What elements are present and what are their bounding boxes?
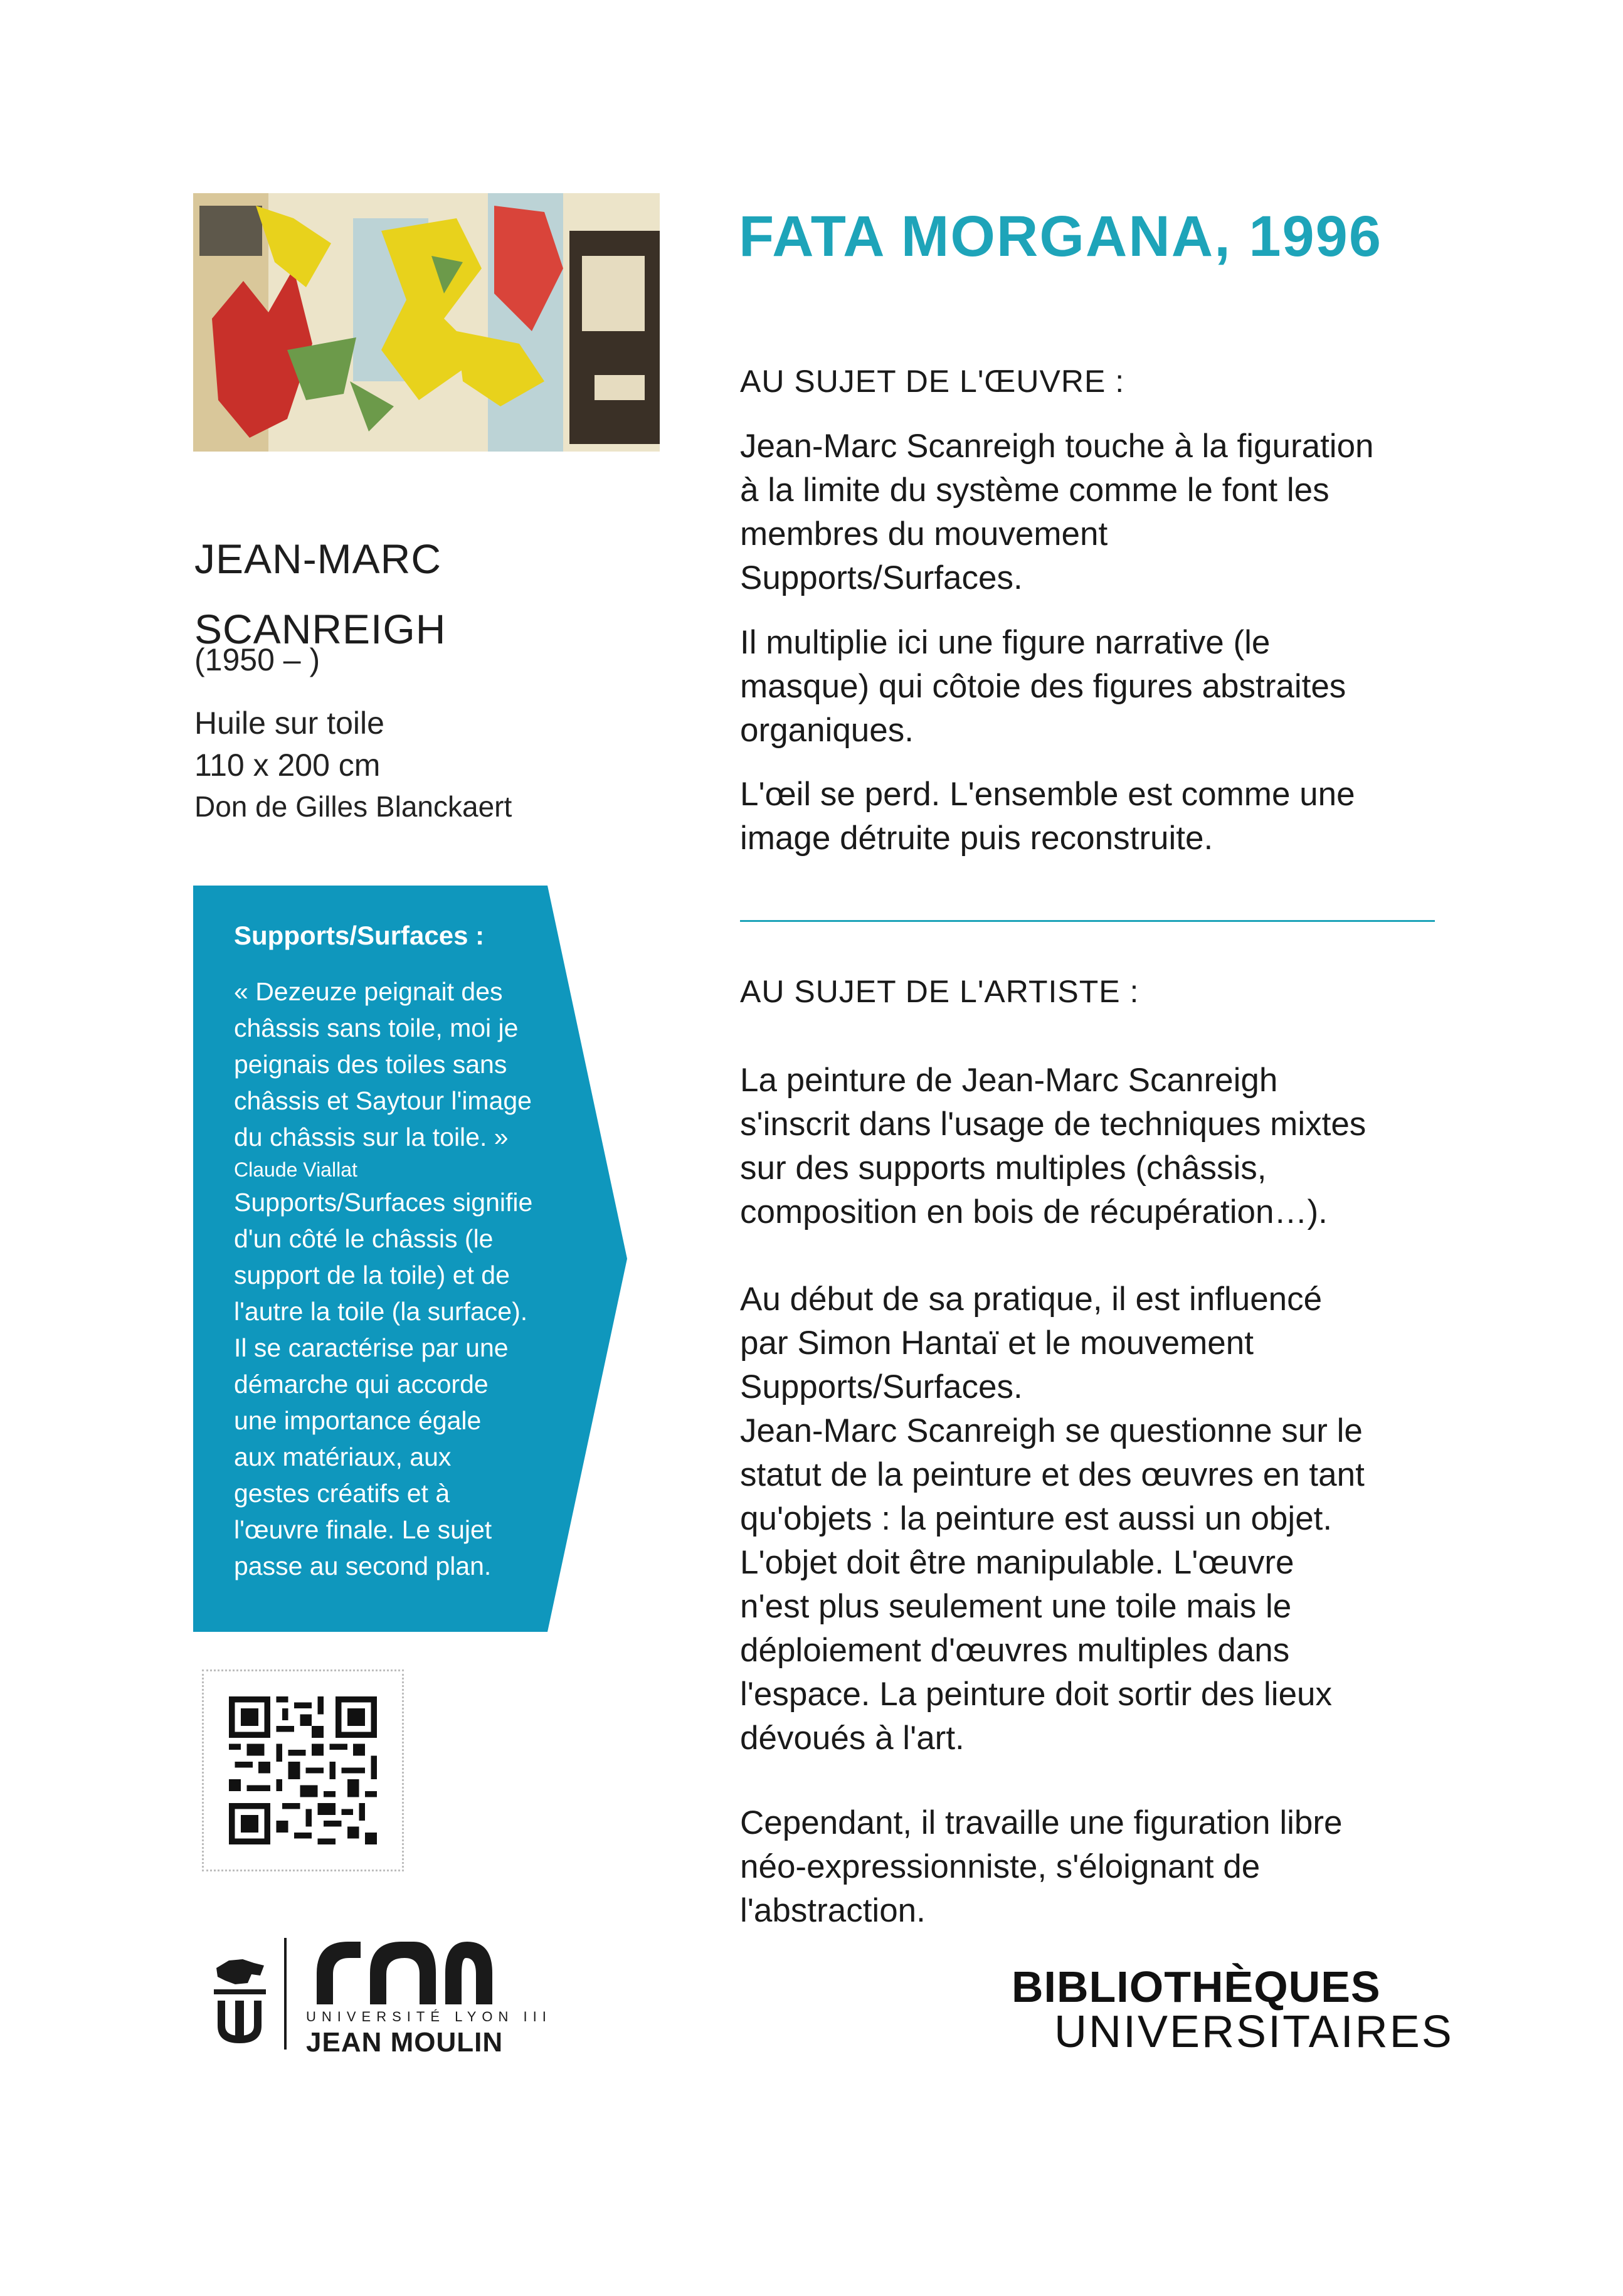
text-line: statut de la peinture et des œuvres en tant <box>740 1456 1365 1493</box>
universite-de-lyon-lion-logo <box>210 1938 270 2051</box>
qr-code[interactable] <box>202 1669 404 1871</box>
text-line: dévoués à l'art. <box>740 1720 965 1757</box>
text-line: image détruite puis reconstruite. <box>740 820 1213 857</box>
supports-surfaces-description <box>234 1184 573 1584</box>
text-line: Jean-Marc Scanreigh se questionne sur le <box>740 1412 1363 1449</box>
bu-logo-line2: UNIVERSITAIRES <box>1054 2007 1454 2057</box>
text-line: La peinture de Jean-Marc Scanreigh <box>740 1062 1278 1099</box>
description-line: gestes créatifs et à <box>234 1479 450 1508</box>
text-line: l'espace. La peinture doit sortir des lieux <box>740 1676 1333 1713</box>
description-line: aux matériaux, aux <box>234 1442 452 1471</box>
supports-surfaces-title: Supports/Surfaces : <box>234 921 485 950</box>
jean-moulin-university-label: UNIVERSITÉ LYON III <box>306 2009 552 2024</box>
oeuvre-paragraph-3 <box>740 773 1449 860</box>
jean-moulin-arches-logo <box>304 1935 495 2011</box>
description-line: l'autre la toile (la surface). <box>234 1297 528 1326</box>
logo-divider <box>284 1938 287 2050</box>
artwork-thumbnail <box>193 193 660 452</box>
text-line: déploiement d'œuvres multiples dans <box>740 1632 1290 1669</box>
quote-line: châssis sans toile, moi je <box>234 1013 519 1042</box>
bu-logo-line1: BIBLIOTHÈQUES <box>1012 1962 1381 2011</box>
quote-line: châssis et Saytour l'image <box>234 1086 532 1115</box>
jean-moulin-name: JEAN MOULIN <box>306 2027 504 2058</box>
artwork-title: FATA MORGANA, 1996 <box>739 204 1382 268</box>
text-line: L'œil se perd. L'ensemble est comme une <box>740 776 1355 813</box>
description-line: d'un côté le châssis (le <box>234 1224 494 1253</box>
text-line: Jean-Marc Scanreigh touche à la figuration <box>740 428 1374 465</box>
qr-code-icon <box>229 1696 377 1844</box>
quote-author: Claude Viallat <box>234 1158 357 1181</box>
quote-line: peignais des toiles sans <box>234 1050 507 1079</box>
bibliotheques-universitaires-logo <box>1012 1962 1454 2057</box>
artiste-heading: AU SUJET DE L'ARTISTE : <box>740 974 1139 1009</box>
description-line: Supports/Surfaces signifie <box>234 1188 533 1217</box>
text-line: s'inscrit dans l'usage de techniques mixtes <box>740 1106 1367 1143</box>
oeuvre-heading: AU SUJET DE L'ŒUVRE : <box>740 364 1125 399</box>
description-line: Il se caractérise par une <box>234 1333 509 1362</box>
text-line: Il multiplie ici une figure narrative (le <box>740 624 1271 661</box>
viallat-quote <box>234 973 573 1155</box>
description-line: support de la toile) et de <box>234 1261 510 1289</box>
artwork-donation: Don de Gilles Blanckaert <box>194 790 512 823</box>
artiste-paragraph-2 <box>740 1278 1449 1760</box>
artiste-paragraph-1 <box>740 1059 1449 1234</box>
text-line: néo-expressionniste, s'éloignant de <box>740 1848 1261 1885</box>
text-line: par Simon Hantaï et le mouvement <box>740 1325 1254 1362</box>
oeuvre-paragraph-2 <box>740 621 1449 753</box>
quote-line: du châssis sur la toile. » <box>234 1123 509 1151</box>
text-line: L'objet doit être manipulable. L'œuvre <box>740 1544 1294 1581</box>
text-line: à la limite du système comme le font les <box>740 472 1330 509</box>
universite-de-lyon-logo <box>210 1938 270 2051</box>
text-line: membres du mouvement <box>740 516 1108 553</box>
description-line: démarche qui accorde <box>234 1370 489 1399</box>
text-line: l'abstraction. <box>740 1892 926 1929</box>
quote-line: « Dezeuze peignait des <box>234 977 503 1006</box>
supports-surfaces-box <box>193 886 632 1632</box>
text-line: Au début de sa pratique, il est influencé <box>740 1281 1323 1318</box>
text-line: masque) qui côtoie des figures abstraites <box>740 668 1346 705</box>
text-line: Supports/Surfaces. <box>740 1368 1023 1405</box>
text-line: composition en bois de récupération…). <box>740 1193 1328 1230</box>
oeuvre-paragraph-1 <box>740 425 1449 600</box>
section-divider <box>740 920 1435 922</box>
artwork-dimensions: 110 x 200 cm <box>194 748 381 783</box>
jean-moulin-logo-mark <box>304 1935 495 2011</box>
text-line: sur des supports multiples (châssis, <box>740 1150 1267 1187</box>
text-line: n'est plus seulement une toile mais le <box>740 1588 1292 1625</box>
artist-name-line1: JEAN-MARC <box>194 536 442 582</box>
artiste-paragraph-3 <box>740 1801 1449 1933</box>
text-line: Supports/Surfaces. <box>740 559 1023 596</box>
text-line: qu'objets : la peinture est aussi un objet. <box>740 1500 1333 1537</box>
text-line: organiques. <box>740 712 914 749</box>
abstract-painting-thumbnail <box>193 193 660 452</box>
artist-dates: (1950 – ) <box>194 642 320 677</box>
description-line: l'œuvre finale. Le sujet <box>234 1515 492 1544</box>
text-line: Cependant, il travaille une figuration libre <box>740 1804 1343 1841</box>
artist-name-line2: SCANREIGH <box>194 606 447 652</box>
description-line: passe au second plan. <box>234 1552 492 1580</box>
artwork-technique: Huile sur toile <box>194 706 384 741</box>
description-line: une importance égale <box>234 1406 482 1435</box>
